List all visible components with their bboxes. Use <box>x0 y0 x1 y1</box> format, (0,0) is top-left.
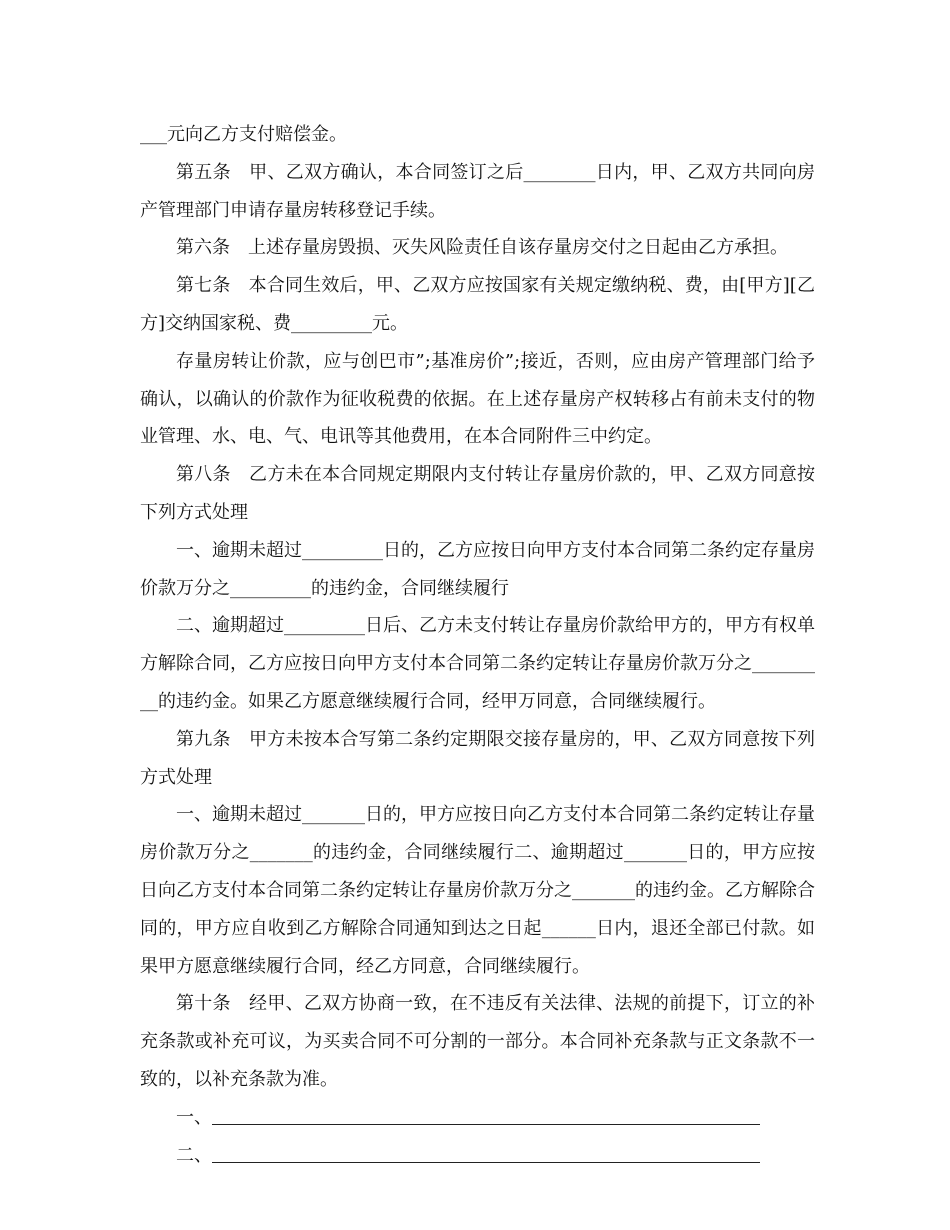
supplementary-item-1 <box>140 1099 815 1137</box>
document-page <box>140 116 815 1174</box>
paragraph-article-7: 第七条 本合同生效后，甲、乙双方应按国家有关规定缴纳税、费，由[甲方][乙方]交纳国家税、费_________元。 <box>140 275 815 334</box>
supplementary-item-2 <box>140 1137 815 1175</box>
fill-in-blank-line <box>212 1142 760 1163</box>
paragraph-article-8-item-2: 二、逾期超过_________日后、乙方未支付转让存量房价款给甲方的，甲方有权单方解除合同，乙方应按日向甲方支付本合同第二条约定转让存量房价款万分之_________的违约金。如果乙方愿意继续履行合同，经甲万同意，合同继续履行。 <box>140 615 815 712</box>
paragraph-article-9-items: 一、逾期未超过_______日的，甲方应按日向乙方支付本合同第二条约定转让存量房价款万分之_______的违约金，合同继续履行二、逾期超过_______日的，甲方应按日向乙方支付本合同第二条约定转让存量房价款万分之_______的违约金。乙方解除合同的，甲方应自收到乙方解除合同通知到达之日起______日内，退还全部已付款。如果甲方愿意继续履行合同，经乙方同意，合同继续履行。 <box>140 804 815 977</box>
fill-in-blank-line <box>212 1104 760 1125</box>
paragraph-article-8: 第八条 乙方未在本合同规定期限内支付转让存量房价款的，甲、乙双方同意按下列方式处理 <box>140 464 815 523</box>
paragraph-article-5: 第五条 甲、乙双方确认，本合同签订之后________日内，甲、乙双方共同向房产管理部门申请存量房转移登记手续。 <box>140 161 815 221</box>
paragraph-article-9: 第九条 甲方未按本合写第二条约定期限交接存量房的，甲、乙双方同意按下列方式处理 <box>140 728 815 788</box>
paragraph-article-6: 第六条 上述存量房毁损、灭失风险责任自该存量房交付之日起由乙方承担。 <box>176 237 788 259</box>
paragraph-continuation: ___元向乙方支付赔偿金。 <box>140 124 347 145</box>
supplementary-item-label: 二、 <box>176 1144 212 1166</box>
paragraph-article-8-item-1: 一、逾期未超过_________日的，乙方应按日向甲方支付本合同第二条约定存量房价款万分之_________的违约金，合同继续履行 <box>140 539 815 599</box>
paragraph-transfer-price: 存量房转让价款，应与创巴市”;基准房价”;接近，否则，应由房产管理部门给予确认，以确认的价款作为征收税费的依据。在上述存量房产权转移占有前未支付的物业管理、水、电、气、电讯等其他费用，在本合同附件三中约定。 <box>140 350 815 448</box>
paragraph-article-10: 第十条 经甲、乙双方协商一致，在不违反有关法律、法规的前提下，订立的补充条款或补充可议，为买卖合同不可分割的一部分。本合同补充条款与正文条款不一致的，以补充条款为准。 <box>140 993 815 1090</box>
supplementary-item-label: 一、 <box>176 1106 212 1128</box>
